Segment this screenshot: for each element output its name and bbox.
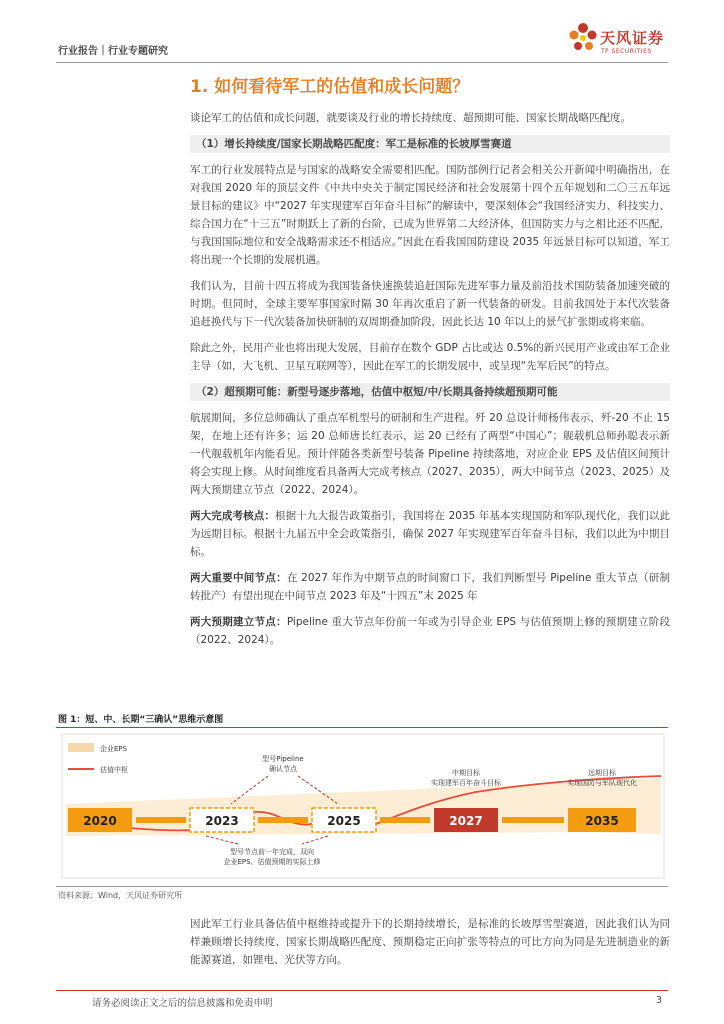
page-number: 3 (656, 995, 663, 1006)
legend-eps: 企业EPS (100, 745, 128, 753)
section-title: 1. 如何看待军工的估值和成长问题？ (190, 77, 470, 97)
paragraph-4: 航展期间，多位总师确认了重点军机型号的研制和生产进程。歼 20 总设计师杨伟表示，歼-20 不止 15 架，在地上还有许多；运 20 总师唐长红表示，运 20 已经有了两型“中国心”；舰载机总师孙聪表示新一代舰载机年内能看见。预计伴随各类新型号装备 Pipeline 持续落地，对应企业 EPS 及估值区间预计将会实现上修。从时间维度看具备两大完成考核点（2027、2035），两大中间节点（2023、2025）及两大预期建立节点（2022、2024）。 (190, 412, 670, 496)
legend-val: 估值中枢 (100, 766, 128, 774)
legend-swatch-eps (68, 743, 94, 752)
closing-content (190, 915, 670, 977)
label-midpoint: 两大重要中间节点： (190, 572, 287, 584)
note-pipeline-line2: 确认节点 (269, 765, 297, 773)
intro-paragraph: 谈论军工的估值和成长问题，就要谈及行业的增长持续度、超预期可能、国家长期战略匹配度。 (190, 112, 631, 124)
paragraph-8: 因此军工行业具备估值中枢维持或提升下的长期持续增长，是标准的长坡厚雪型赛道，因此我们认为同样兼顾增长持续度、国家长期战略匹配度、预期稳定正向扩张等特点的可比方向为同是先进制造业的新能源赛道，如锂电、光伏等方向。 (190, 918, 670, 966)
note-mid-line2: 实现建军百年奋斗目标 (431, 779, 501, 787)
paragraph-2: 我们认为，目前十四五将成为我国装备快速换装追赶国际先进军事力量及前沿技术国防装备加速突破的时期。但同时，全球主要军事国家时隔 30 年再次重启了新一代装备的研发。目前我国处于本代次装备追赶换代与下一代次装备加快研制的双周期叠加阶段，因此长达 10 年以上的景气扩张期或将来临。 (190, 280, 670, 328)
text-expectation: Pipeline 重大节点年份前一年或为引导企业 EPS 与估值预期上修的预期建立阶段（2022、2024）。 (190, 616, 670, 646)
expect-pointer-2 (302, 836, 328, 844)
subheading-expectation: （2）超预期可能：新型号逐步落地，估值中枢短/中/长期具备持续超预期可能 (190, 383, 670, 401)
breadcrumb: 行业报告｜行业专题研究 (58, 46, 168, 57)
paragraph-7 (190, 613, 670, 649)
note-expect-line1: 型号节点前一年完成，双向 (230, 848, 314, 856)
note-mid-line1: 中期目标 (452, 769, 480, 777)
paragraph-1: 军工的行业发展特点是与国家的战略安全需要相匹配。国防部例行记者会相关公开新闻中明确指出，在对我国 2020 年的顶层文件《中共中央关于制定国民经济和社会发展第十四个五年规划和二〇三五年远景目标的建议》中“2027 年实现建军百年奋斗目标”的解读中，要深刻体会“我国经济实力、科技实力、综合国力在“十三五”时期跃上了新的台阶，已成为世界第二大经济体，但国防实力与之相比还不匹配，与我国国际地位和安全战略需求还不相适应。”因此在看我国国防建设 2035 年远景目标可以知道，军工将出现一个长期的发展机遇。 (190, 164, 670, 266)
text-midpoint: 在 2027 年作为中期节点的时间窗口下，我们判断型号 Pipeline 重大节点（研制转批产）有望出现在中间节点 2023 年及“十四五”末 2025 年 (190, 572, 670, 602)
flower-logo-icon (566, 20, 600, 60)
note-long-line2: 实现国防与军队现代化 (567, 779, 637, 787)
figure-title: 图 1：短、中、长期“三确认”思维示意图 (58, 715, 224, 725)
label-expectation: 两大预期建立节点： (190, 616, 287, 628)
note-pipeline-line1: 型号Pipeline (262, 755, 304, 763)
logo-text-cn: 天风证券 (600, 29, 665, 47)
note-long-line1: 远期目标 (588, 769, 616, 777)
year-2035: 2035 (585, 814, 619, 828)
paragraph-3: 除此之外，民用产业也将出现大发展，目前存在数个 GDP 占比或达 0.5%的新兴民用产业或由军工企业主导（如，大飞机、卫星互联网等），因此在军工的长期发展中，或呈现“先军后民”的特点。 (190, 342, 670, 372)
text-completion: 根据十九大报告政策指引，我国将在 2035 年基本实现国防和军队现代化，我们以此为远期目标。根据十九届五中全会政策指引，确保 2027 年实现建军百年奋斗目标，我们以此为中期目标。 (190, 510, 670, 558)
figure-bottom-rule (56, 886, 668, 887)
logo (566, 20, 676, 60)
timeline-figure (56, 732, 668, 882)
year-2025: 2025 (327, 814, 361, 828)
year-2023: 2023 (205, 814, 239, 828)
note-expect-line2: 企业EPS、估值预期的实际上修 (223, 858, 321, 866)
year-2027: 2027 (449, 814, 483, 828)
logo-text-en: TF SECURITIES (601, 48, 652, 55)
page-header (0, 0, 724, 72)
year-2020: 2020 (83, 814, 117, 828)
main-content (190, 68, 670, 657)
expect-pointer-1 (206, 836, 238, 844)
figure-source: 资料来源：Wind，天风证券研究所 (58, 891, 183, 900)
footer-divider (56, 990, 668, 991)
paragraph-5 (190, 507, 670, 561)
paragraph-6 (190, 569, 670, 605)
header-divider (56, 62, 668, 63)
figure-top-rule (56, 727, 668, 728)
label-completion: 两大完成考核点： (190, 510, 276, 522)
footer-disclaimer: 请务必阅读正文之后的信息披露和免责申明 (92, 998, 273, 1009)
subheading-growth: （1）增长持续度/国家长期战略匹配度：军工是标准的长坡厚雪赛道 (190, 135, 670, 153)
